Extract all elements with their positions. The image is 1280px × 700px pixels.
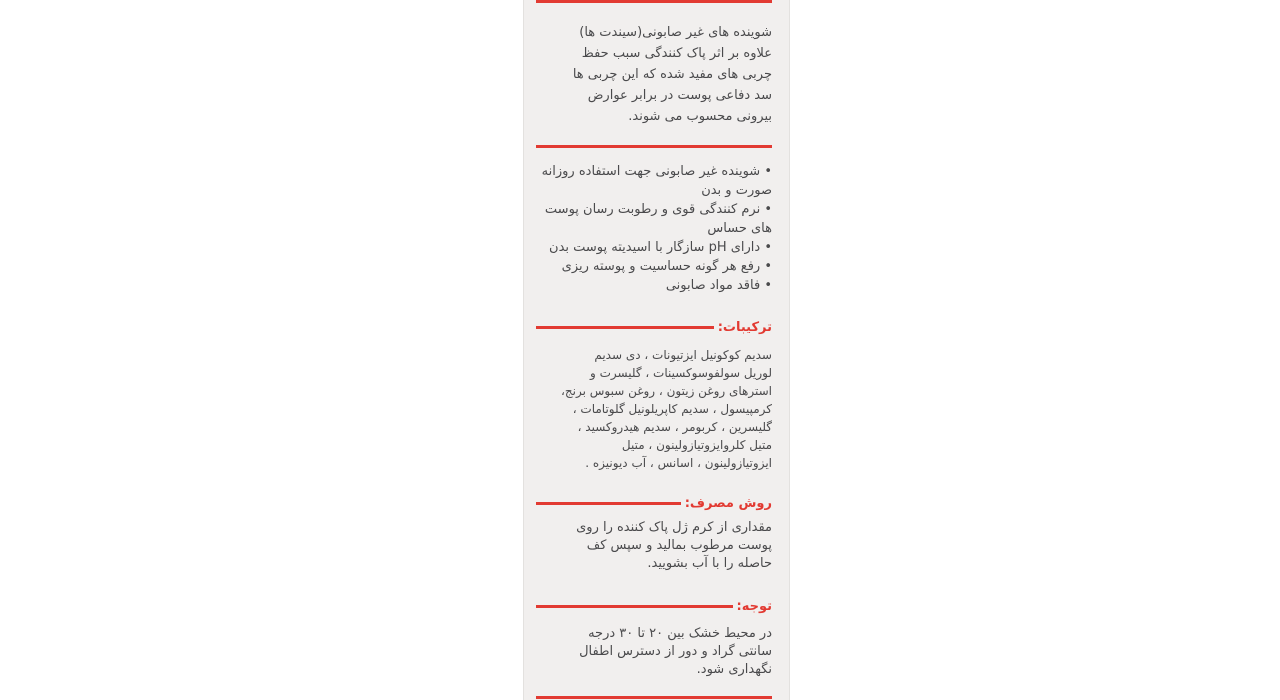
- intro-line: بیرونی محسوب می شوند.: [628, 109, 772, 124]
- note-heading-line: [536, 605, 733, 608]
- ingredients-line: کرمپیسول ، سدیم کاپریلونیل گلوتامات ،: [572, 402, 772, 416]
- usage-line: حاصله را با آب بشویید.: [647, 556, 772, 571]
- feature-item: • دارای pH سازگار با اسیدیته پوست بدن: [549, 240, 772, 255]
- ingredients-line: لوریل سولفوسوکسینات ، گلیسرت و: [590, 366, 772, 380]
- top-divider: [536, 0, 772, 3]
- feature-item: • نرم کنندگی قوی و رطوبت رسان پوست های حساس: [544, 202, 772, 236]
- ingredients-line: استرهای روغن زیتون ، روغن سبوس برنج،: [561, 384, 772, 398]
- ingredients-heading-line: [536, 326, 714, 329]
- feature-item: • فاقد مواد صابونی: [665, 278, 772, 293]
- section-divider: [536, 145, 772, 148]
- features-list: [536, 162, 772, 295]
- usage-heading-line: [536, 502, 681, 505]
- note-line: نگهداری شود.: [696, 662, 772, 677]
- intro-line: سد دفاعی پوست در برابر عوارض: [587, 88, 772, 103]
- note-line: سانتی گراد و دور از دسترس اطفال: [579, 644, 772, 659]
- note-text: [536, 625, 772, 679]
- ingredients-line: گلیسرین ، کربومر ، سدیم هیدروکسید ،: [577, 420, 772, 434]
- intro-line: شوینده های غیر صابونی(سیندت ها): [579, 25, 772, 40]
- ingredients-heading: ترکیبات:: [717, 319, 772, 335]
- ingredients-line: سدیم کوکونیل ایزتیونات ، دی سدیم: [594, 348, 772, 362]
- usage-heading-row: [536, 493, 772, 513]
- intro-line: چربی های مفید شده که این چربی ها: [572, 67, 772, 82]
- usage-heading: روش مصرف:: [684, 495, 772, 511]
- usage-line: مقداری از کرم ژل پاک کننده را روی: [576, 520, 772, 535]
- note-heading-row: [536, 596, 772, 616]
- ingredients-heading-row: [536, 317, 772, 337]
- ingredients-text: [536, 346, 772, 472]
- feature-item: • رفع هر گونه حساسیت و پوسته ریزی: [561, 259, 772, 274]
- note-heading: توجه:: [736, 598, 772, 614]
- feature-item: • شوینده غیر صابونی جهت استفاده روزانه صورت و بدن: [541, 164, 772, 198]
- ingredients-line: متیل کلروایزوتیازولینون ، متیل: [621, 438, 772, 452]
- bottom-divider: [536, 696, 772, 699]
- product-box-side-panel: [523, 0, 790, 700]
- usage-text: [536, 519, 772, 573]
- usage-line: پوست مرطوب بمالید و سپس کف: [586, 538, 772, 553]
- ingredients-line: ایزوتیازولینون ، اسانس ، آب دیونیزه .: [585, 456, 772, 470]
- intro-paragraph: [536, 22, 772, 127]
- note-line: در محیط خشک بین ۲۰ تا ۳۰ درجه: [588, 626, 772, 641]
- intro-line: علاوه بر اثر پاک کنندگی سبب حفظ: [581, 46, 772, 61]
